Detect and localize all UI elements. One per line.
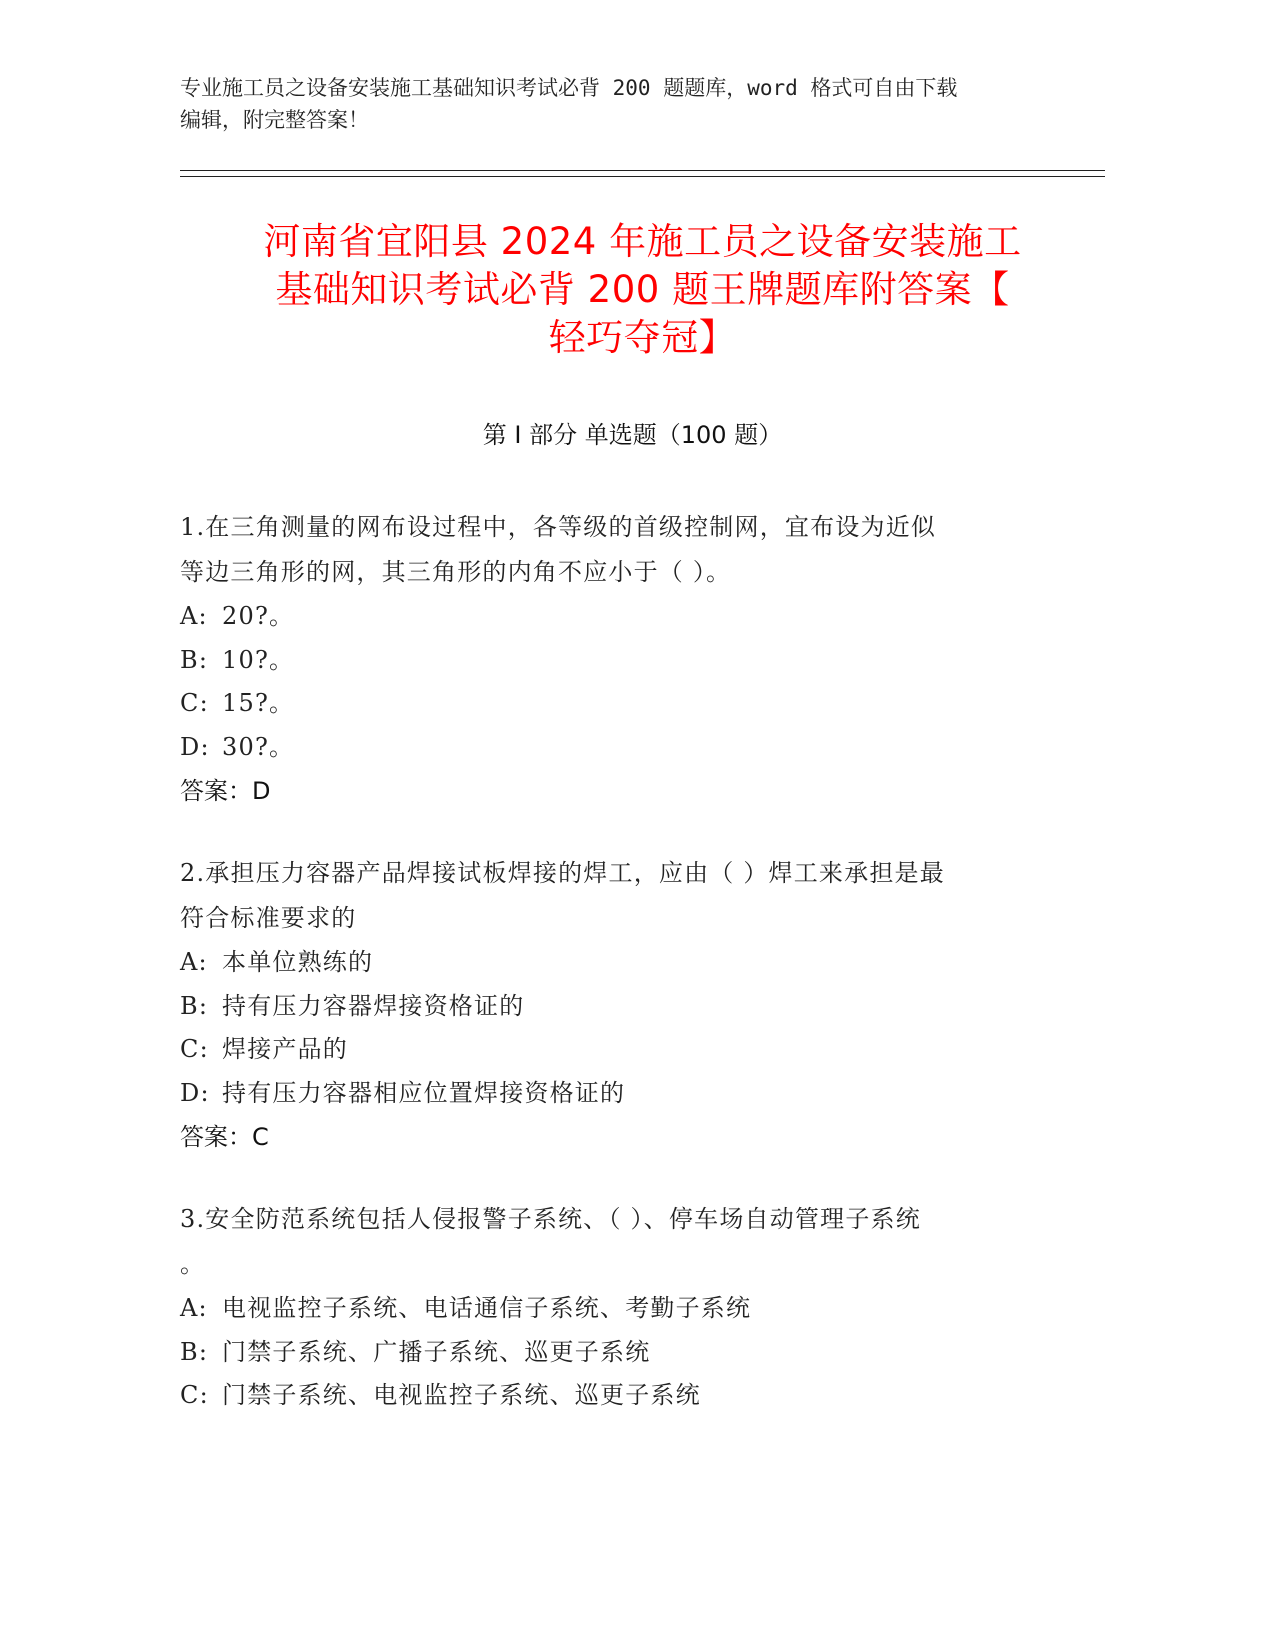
document-title-line-3: 轻巧夺冠】 <box>548 316 737 359</box>
option-text: 15?。 <box>222 689 295 717</box>
header-divider-top <box>180 170 1105 171</box>
header-note <box>180 72 1060 136</box>
document-title-line-2: 基础知识考试必背 200 题王牌题库附答案【 <box>275 268 1010 311</box>
question-list <box>180 505 1040 1418</box>
option-text: 持有压力容器焊接资格证的 <box>222 991 525 1020</box>
option-c <box>180 1028 1040 1072</box>
option-b <box>180 985 1040 1029</box>
option-text: 焊接产品的 <box>222 1035 348 1063</box>
question-spacer <box>180 1160 1040 1197</box>
option-b <box>180 639 1040 683</box>
option-letter: B: <box>180 1337 209 1366</box>
option-letter: C: <box>180 1381 209 1409</box>
option-c <box>180 1374 1040 1418</box>
answer <box>180 769 1040 814</box>
option-letter: A: <box>180 602 208 630</box>
answer-value: C <box>252 1123 269 1151</box>
option-letter: C: <box>180 689 209 717</box>
option-c <box>180 682 1040 726</box>
question-stem-line: 等边三角形的网，其三角形的内角不应小于（ ）。 <box>180 558 732 586</box>
question-1 <box>180 505 1040 814</box>
option-letter: B: <box>180 991 209 1020</box>
option-a <box>180 941 1040 985</box>
option-text: 20?。 <box>222 602 295 630</box>
option-a <box>180 1287 1040 1331</box>
answer-label: 答案： <box>180 1123 252 1151</box>
option-text: 门禁子系统、广播子系统、巡更子系统 <box>222 1337 651 1366</box>
option-letter: D: <box>180 732 210 761</box>
question-spacer <box>180 814 1040 851</box>
question-stem-line: 。 <box>180 1250 206 1278</box>
option-text: 持有压力容器相应位置焊接资格证的 <box>222 1078 626 1107</box>
option-d <box>180 1072 1040 1116</box>
option-text: 10?。 <box>222 645 295 674</box>
option-text: 30?。 <box>222 732 295 761</box>
option-letter: D: <box>180 1078 210 1107</box>
question-2 <box>180 851 1040 1160</box>
header-note-line-2: 编辑，附完整答案！ <box>180 108 369 132</box>
option-letter: B: <box>180 645 209 674</box>
question-3 <box>180 1197 1040 1418</box>
question-stem-line: 2.承担压力容器产品焊接试板焊接的焊工，应由（ ）焊工来承担是最 <box>180 859 945 887</box>
option-b <box>180 1331 1040 1375</box>
section-title: 第 I 部分 单选题（100 题） <box>482 421 783 449</box>
question-stem-line: 1.在三角测量的网布设过程中，各等级的首级控制网，宜布设为近似 <box>180 513 937 541</box>
answer-label: 答案： <box>180 777 252 805</box>
answer <box>180 1115 1040 1160</box>
option-letter: A: <box>180 948 208 976</box>
question-stem-line: 符合标准要求的 <box>180 904 357 932</box>
option-letter: A: <box>180 1294 208 1322</box>
option-text: 本单位熟练的 <box>222 948 374 976</box>
answer-value: D <box>252 777 271 805</box>
header-note-line-1: 专业施工员之设备安装施工基础知识考试必背 200 题题库，word 格式可自由下载 <box>180 76 958 100</box>
option-d <box>180 726 1040 770</box>
option-text: 电视监控子系统、电话通信子系统、考勤子系统 <box>222 1294 752 1322</box>
question-stem-line: 3.安全防范系统包括人侵报警子系统、（ ）、停车场自动管理子系统 <box>180 1205 921 1233</box>
document-title-line-1: 河南省宜阳县 2024 年施工员之设备安装施工 <box>263 220 1022 263</box>
option-a <box>180 595 1040 639</box>
document-title <box>170 218 1115 362</box>
header-divider-bottom <box>180 176 1105 177</box>
option-text: 门禁子系统、电视监控子系统、巡更子系统 <box>222 1381 701 1409</box>
option-letter: C: <box>180 1035 209 1063</box>
